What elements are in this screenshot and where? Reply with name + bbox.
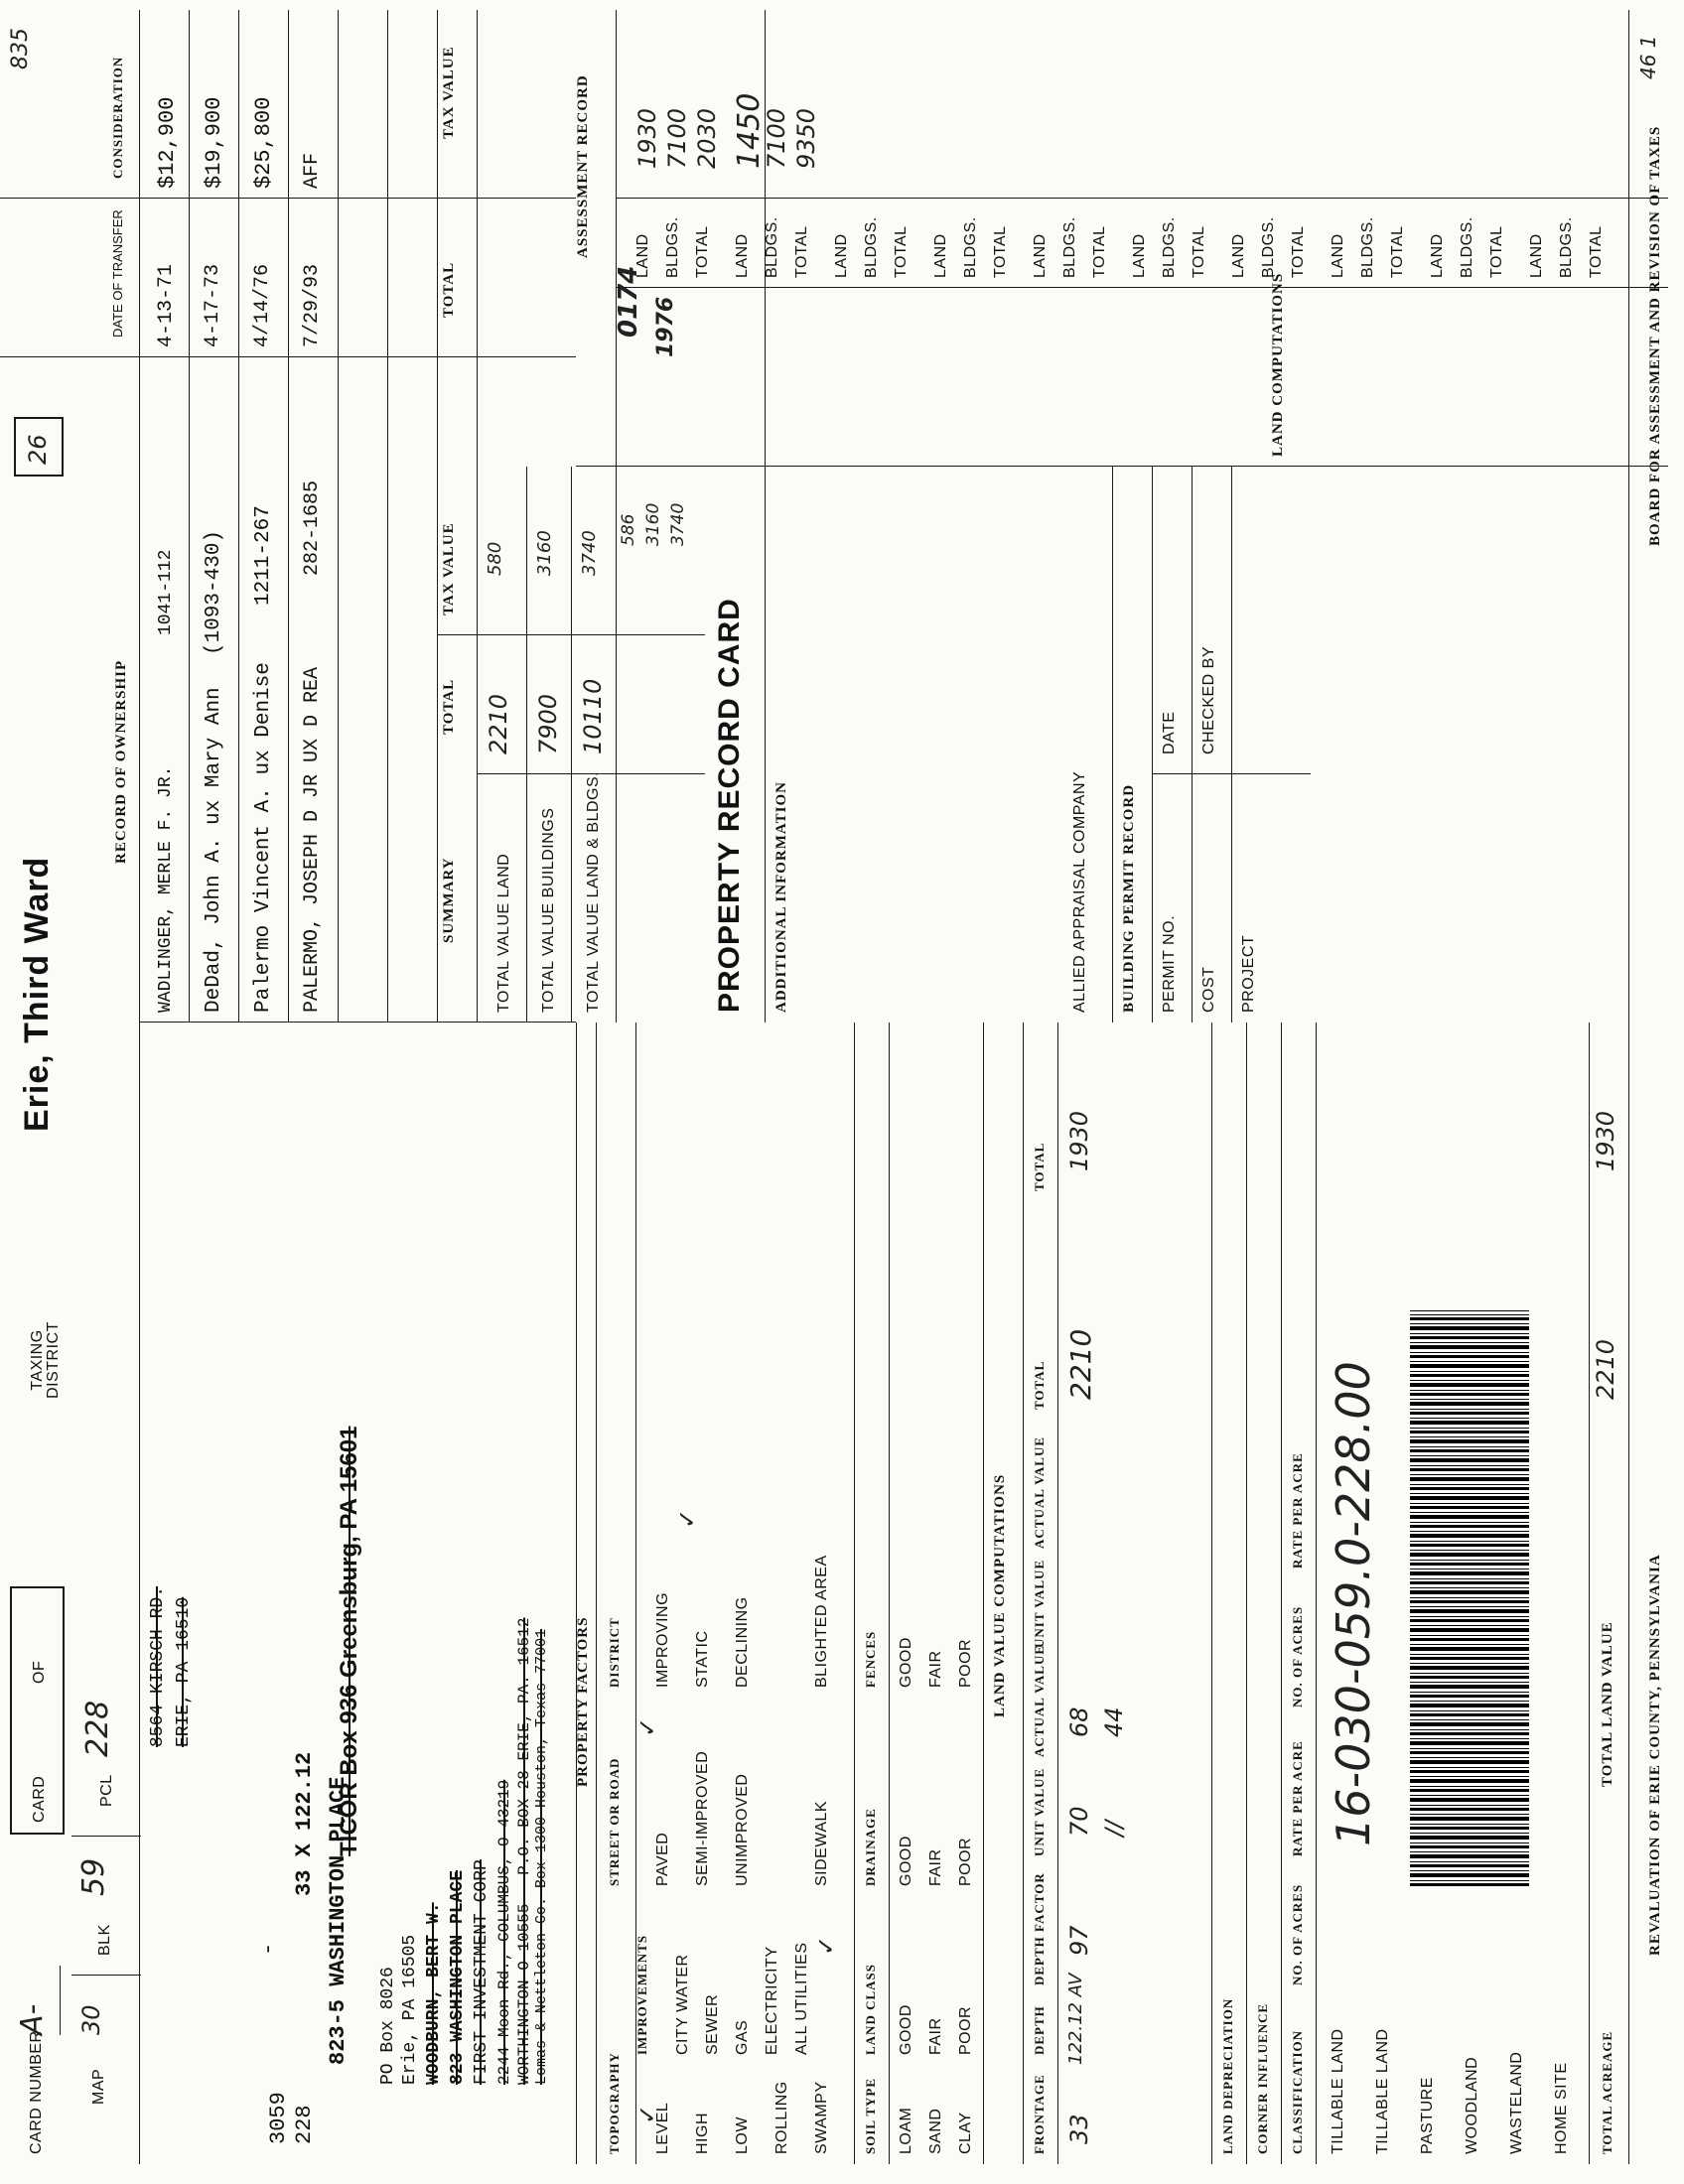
summary-total-land: 2210: [485, 693, 512, 754]
assess-land-6: LAND: [1131, 233, 1148, 278]
owner-row-2-name: Palermo Vincent A. ux Denise: [252, 662, 275, 1013]
topo-high: HIGH: [694, 2113, 711, 2154]
summary-extra-2: 3740: [668, 502, 688, 546]
footer-left: REVALUATION OF ERIE COUNTY, PENNSYLVANIA: [1647, 1554, 1663, 1956]
lv-actual-1: ACTUAL VALUE: [1032, 1644, 1047, 1757]
assess-value-1: 7100: [663, 107, 691, 169]
summary-total-bldgs: 7900: [534, 693, 562, 754]
lv-row-total: 2210: [1064, 1328, 1097, 1400]
assess-total-5: TOTAL: [1091, 225, 1108, 278]
total-land-value-amount: 2210: [1592, 1338, 1619, 1400]
factors-title: PROPERTY FACTORS: [575, 1616, 591, 1787]
class-header-acres-2: NO. OF ACRES: [1290, 1605, 1305, 1707]
soil-clay: CLAY: [957, 2112, 974, 2154]
district-blighted: BLIGHTED AREA: [813, 1555, 830, 1688]
lv-actual-2: ACTUAL VALUE: [1032, 1435, 1047, 1549]
owner-line-1: ERIE, PA 16510: [174, 1596, 194, 1747]
check-all-utilities: ✓: [812, 1935, 840, 1956]
factor-col-district: DISTRICT: [607, 1617, 622, 1688]
assess-bldgs-6: BLDGS.: [1161, 216, 1178, 278]
district-declining: DECLINING: [734, 1596, 751, 1688]
topo-swampy: SWAMPY: [813, 2081, 830, 2154]
assess-bldgs-9: BLDGS.: [1459, 216, 1475, 278]
total-land-value: TOTAL LAND VALUE: [1600, 1621, 1615, 1787]
assess-total-7: TOTAL: [1290, 225, 1307, 278]
assess-land-4: LAND: [932, 233, 949, 278]
assess-total-3: TOTAL: [893, 225, 910, 278]
summary-tax-bldgs: 3160: [534, 530, 555, 576]
district-static: STATIC: [694, 1630, 711, 1688]
topo-level: LEVEL: [654, 2102, 671, 2154]
owner-line-9: WORTHINGTON O 10555 - P.O. BOX 28 ERIE, PA. 16512: [515, 1617, 533, 2085]
owner-row-2-consideration: $25,800: [251, 96, 276, 189]
stamp-1: 1976: [653, 296, 678, 357]
lv-row-actual1: 68: [1065, 1706, 1093, 1737]
col-tax-header: TAX VALUE: [441, 46, 457, 139]
lv-row2-unit1: //: [1100, 1820, 1128, 1837]
owner-row-1-consideration: $19,900: [202, 96, 226, 189]
district-title: Erie, Third Ward: [18, 856, 56, 1132]
fence-fair: FAIR: [927, 1650, 944, 1688]
lv-row-depth: 122.12 AV: [1065, 1973, 1086, 2065]
assess-total-1: TOTAL: [694, 225, 711, 278]
lv-row-frontage: 33: [1065, 2114, 1093, 2144]
ownership-title: RECORD OF OWNERSHIP: [113, 659, 129, 864]
assess-land-5: LAND: [1032, 233, 1049, 278]
owner-row-2-book: 1211-267: [252, 505, 275, 606]
assess-land-2: LAND: [734, 233, 751, 278]
topo-low: LOW: [734, 2116, 751, 2154]
stamp-0: 0174: [614, 265, 643, 338]
factor-col-land-class: LAND CLASS: [863, 1964, 878, 2055]
blk-value: 59: [76, 1857, 111, 1896]
card-box: CARD OF: [10, 1586, 65, 1835]
summary-label-bldgs: TOTAL VALUE BUILDINGS: [540, 807, 557, 1013]
summary-tax-header: TAX VALUE: [441, 522, 457, 615]
building-permit: BUILDING PERMIT RECORD: [1121, 783, 1137, 1013]
assess-total-10: TOTAL: [1588, 225, 1605, 278]
class-fair: FAIR: [927, 2017, 944, 2055]
street-paved: PAVED: [654, 1832, 671, 1886]
assess-land-3: LAND: [833, 233, 850, 278]
land-computations: LAND COMPUTATIONS: [1270, 272, 1286, 457]
corner-influence: CORNER INFLUENCE: [1255, 2002, 1270, 2154]
total-acreage: TOTAL ACREAGE: [1600, 2030, 1614, 2154]
owner-row-1-date: 4-17-73: [202, 263, 224, 347]
pcl-label: PCL: [98, 1774, 115, 1807]
fence-poor: POOR: [957, 1638, 974, 1688]
owner-row-0-consideration: $12,900: [155, 96, 180, 189]
summary-label-land: TOTAL VALUE LAND: [495, 853, 512, 1013]
check-static: ✓: [673, 1508, 701, 1529]
land-depreciation: LAND DEPRECIATION: [1220, 1997, 1235, 2154]
drain-poor: POOR: [957, 1837, 974, 1886]
soil-loam: LOAM: [898, 2107, 914, 2154]
assess-bldgs-7: BLDGS.: [1260, 216, 1277, 278]
assess-total-9: TOTAL: [1488, 225, 1505, 278]
summary-label-total: TOTAL VALUE LAND & BLDGS.: [585, 770, 602, 1013]
property-card-title: PROPERTY RECORD CARD: [713, 598, 746, 1013]
pcl-value: 228: [80, 1700, 115, 1757]
lv-unit-2: UNIT VALUE: [1032, 1559, 1047, 1648]
drain-fair: FAIR: [927, 1848, 944, 1886]
summary-extra-0: 586: [619, 513, 638, 546]
map-label: MAP: [90, 2068, 107, 2105]
owner-line-2: PO Box 8026: [378, 1967, 398, 2085]
assess-value-0: 1930: [633, 107, 661, 169]
factor-col-drainage: DRAINAGE: [863, 1808, 878, 1886]
assess-value-5: 9350: [792, 107, 820, 169]
lv-depth: DEPTH: [1032, 2005, 1047, 2055]
date-header: DATE OF TRANSFER: [110, 209, 125, 338]
lv-row2-actual1: 44: [1100, 1706, 1128, 1737]
lv-row-grand: 1930: [1065, 1110, 1093, 1171]
summary-title: SUMMARY: [441, 857, 457, 943]
owner-row-3-name: PALERMO, JOSEPH D JR UX D REA: [301, 666, 324, 1013]
factor-col-fences: FENCES: [863, 1630, 878, 1688]
footer-right-num: 46 1: [1636, 35, 1660, 79]
assess-total-6: TOTAL: [1191, 225, 1207, 278]
topo-rolling: ROLLING: [773, 2081, 790, 2154]
assess-land-8: LAND: [1330, 233, 1346, 278]
drain-good: GOOD: [898, 1836, 914, 1886]
owner-address: 823-5 WASHINGTON PLACE: [326, 1776, 351, 2065]
imp-all-utilities: ALL UTILITIES: [793, 1942, 810, 2055]
class-poor: POOR: [957, 2005, 974, 2055]
summary-total-all: 10110: [579, 678, 607, 754]
owner-row-1-name: DeDad, John A. ux Mary Ann: [203, 687, 225, 1013]
owner-row-3-date: 7/29/93: [301, 263, 324, 347]
appraisal-company: ALLIED APPRAISAL COMPANY: [1071, 770, 1088, 1013]
land-value-title: LAND VALUE COMPUTATIONS: [992, 1473, 1008, 1717]
summary-tax-all: 3740: [579, 530, 600, 576]
owner-line-7: TICOR Box 936 Greensburg, PA 15601: [336, 1426, 362, 1856]
owner-number-1: 3059: [266, 2092, 291, 2144]
owner-dash: -: [256, 1942, 281, 1956]
summary-total-header: TOTAL: [441, 678, 457, 735]
taxing-district-label: TAXING DISTRICT: [29, 1321, 62, 1399]
district-improving: IMPROVING: [654, 1591, 671, 1688]
assess-bldgs-10: BLDGS.: [1558, 216, 1575, 278]
assess-value-3: 1450: [732, 92, 767, 169]
owner-row-0-date: 4-13-71: [155, 263, 178, 347]
owner-line-10: Lomas & Nettleton Co. Box 1300 Houston, Texas 77001: [533, 1628, 550, 2085]
owner-line-6: FIRST INVESTMENT CORP: [472, 1859, 491, 2085]
owner-line-5: 823 WASHINGTON PLACE: [448, 1869, 468, 2085]
assess-bldgs-2: BLDGS.: [764, 216, 780, 278]
class-header-classification: CLASSIFICATION: [1290, 2029, 1305, 2154]
lot-size: 33 X 122.12: [292, 1751, 317, 1896]
owner-row-2-date: 4/14/76: [251, 263, 274, 347]
parcel-id: 16-030-059.0-228.00: [1327, 1361, 1380, 1846]
assess-land-1: LAND: [634, 233, 651, 278]
assess-value-2: 2030: [693, 107, 721, 169]
summary-extra-1: 3160: [643, 502, 663, 546]
factor-col-street: STREET OR ROAD: [607, 1757, 622, 1886]
owner-row-0-name: WADLINGER, MERLE F. JR.: [156, 765, 176, 1013]
assess-total-4: TOTAL: [992, 225, 1009, 278]
check-paved: ✓: [633, 1716, 661, 1737]
assess-bldgs-8: BLDGS.: [1359, 216, 1376, 278]
assess-land-7: LAND: [1230, 233, 1247, 278]
assess-bldgs-1: BLDGS.: [664, 216, 681, 278]
class-woodland: WOODLAND: [1464, 2056, 1480, 2154]
permit-no: PERMIT NO.: [1161, 914, 1178, 1013]
corner-note: 835: [8, 28, 33, 69]
class-pasture: PASTURE: [1419, 2077, 1436, 2154]
owner-line-4: WOODBURN, BERT W.: [424, 1902, 444, 2085]
consideration-header: CONSIDERATION: [110, 56, 125, 179]
lv-unit-1: UNIT VALUE: [1032, 1767, 1047, 1856]
soil-sand: SAND: [927, 2108, 944, 2154]
summary-tax-land: 580: [485, 541, 505, 576]
permit-date: DATE: [1161, 711, 1178, 754]
owner-row-0-book: 1041-112: [156, 549, 176, 635]
lv-frontage: FRONTAGE: [1032, 2074, 1047, 2154]
lv-grand-total: TOTAL: [1032, 1142, 1047, 1191]
class-wasteland: WASTELAND: [1508, 2051, 1525, 2154]
assess-bldgs-3: BLDGS.: [863, 216, 880, 278]
class-header-rate-1: RATE PER ACRE: [1290, 1740, 1305, 1856]
imp-city-water: CITY WATER: [674, 1954, 691, 2055]
class-tillable-1: TILLABLE LAND: [1330, 2028, 1346, 2154]
assess-bldgs-4: BLDGS.: [962, 216, 979, 278]
imp-electricity: ELECTRICITY: [764, 1946, 780, 2055]
imp-gas: GAS: [734, 2019, 751, 2055]
assess-land-9: LAND: [1429, 233, 1446, 278]
card-number-label: CARD NUMBER: [28, 2030, 45, 2154]
permit-checked: CHECKED BY: [1200, 645, 1217, 754]
factor-col-soil: SOIL TYPE: [863, 2077, 878, 2154]
page-marker: 26: [14, 417, 64, 477]
col-total-header: TOTAL: [441, 261, 457, 318]
class-good: GOOD: [898, 2004, 914, 2055]
assess-total-8: TOTAL: [1389, 225, 1406, 278]
additional-info: ADDITIONAL INFORMATION: [773, 781, 789, 1013]
assess-bldgs-5: BLDGS.: [1061, 216, 1078, 278]
footer-right: BOARD FOR ASSESSMENT AND REVISION OF TAXES: [1647, 125, 1663, 546]
lv-row-factor: 97: [1065, 1925, 1093, 1956]
map-value: 30: [77, 2004, 105, 2035]
fence-good: GOOD: [898, 1637, 914, 1688]
assessment-title: ASSESSMENT RECORD: [575, 74, 591, 258]
owner-row-3-consideration: AFF: [301, 152, 324, 189]
factor-col-improvements: IMPROVEMENTS: [634, 1934, 649, 2055]
check-level: ✓: [633, 2104, 661, 2124]
owner-row-3-book: 282-1685: [301, 479, 324, 576]
owner-number-2: 228: [292, 2105, 317, 2144]
lv-total: TOTAL: [1032, 1360, 1047, 1410]
street-semi: SEMI-IMPROVED: [694, 1750, 711, 1886]
assess-land-10: LAND: [1528, 233, 1545, 278]
street-unimproved: UNIMPROVED: [734, 1773, 751, 1886]
lv-depth-factor: DEPTH FACTOR: [1032, 1872, 1047, 1985]
class-tillable-2: TILLABLE LAND: [1374, 2028, 1391, 2154]
street-sidewalk: SIDEWALK: [813, 1800, 830, 1886]
card-number-value: A-: [15, 2003, 50, 2035]
owner-line-3: Erie, PA 16505: [400, 1934, 420, 2085]
owner-row-1-book: (1093-430): [203, 529, 225, 655]
owner-line-0: 8564 KIRSCH RD.: [148, 1585, 168, 1747]
blk-label: BLK: [96, 1924, 113, 1956]
assess-total-2: TOTAL: [793, 225, 810, 278]
permit-cost: COST: [1200, 966, 1217, 1013]
owner-line-8: 2244 Moon Rd., COLUMBUS, O 43219: [495, 1779, 513, 2085]
parcel-barcode: [1410, 1310, 1529, 1886]
assess-value-4: 7100: [763, 107, 790, 169]
factor-col-topography: TOPOGRAPHY: [607, 2052, 622, 2154]
permit-project: PROJECT: [1240, 934, 1257, 1013]
class-header-acres-1: NO. OF ACRES: [1290, 1883, 1305, 1985]
class-home-site: HOME SITE: [1553, 2062, 1570, 2154]
imp-sewer: SEWER: [704, 1993, 721, 2055]
lv-row-unit1: 70: [1065, 1806, 1093, 1837]
grand-total: 1930: [1592, 1110, 1619, 1171]
class-header-rate-2: RATE PER ACRE: [1290, 1452, 1305, 1569]
